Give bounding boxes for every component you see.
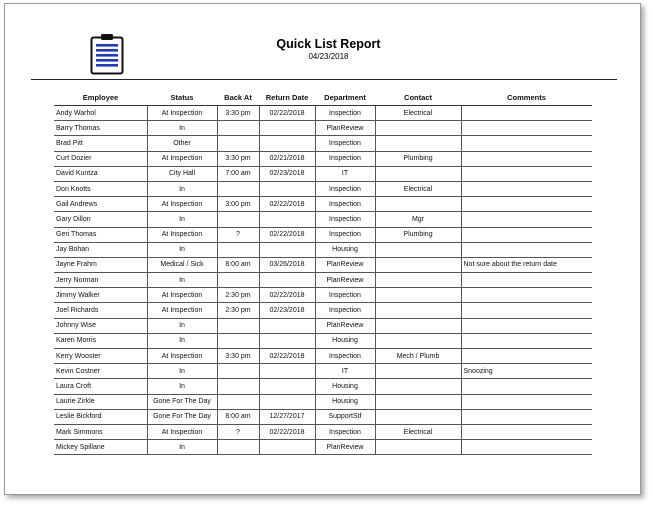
contact-cell xyxy=(375,197,461,212)
contact-cell xyxy=(375,288,461,303)
col-header-return-date: Return Date xyxy=(259,90,315,106)
return-date-cell xyxy=(259,212,315,227)
employee-cell: Karen Morris xyxy=(54,333,147,348)
back-at-cell: 3:30 pm xyxy=(217,106,259,121)
col-header-department: Department xyxy=(315,90,375,106)
contact-cell: Plumbing xyxy=(375,151,461,166)
comments-cell xyxy=(461,288,592,303)
status-cell: In xyxy=(147,379,217,394)
contact-cell xyxy=(375,364,461,379)
back-at-cell: 3:00 pm xyxy=(217,197,259,212)
return-date-cell: 03/26/2018 xyxy=(259,257,315,272)
return-date-cell xyxy=(259,273,315,288)
contact-cell xyxy=(375,166,461,181)
employee-cell: Curt Dozier xyxy=(54,151,147,166)
department-cell: Inspection xyxy=(315,136,375,151)
return-date-cell xyxy=(259,364,315,379)
comments-cell xyxy=(461,333,592,348)
back-at-cell xyxy=(217,318,259,333)
employee-cell: Brad Pitt xyxy=(54,136,147,151)
status-cell: In xyxy=(147,364,217,379)
col-header-employee: Employee xyxy=(54,90,147,106)
employee-cell: Geri Thomas xyxy=(54,227,147,242)
comments-cell xyxy=(461,303,592,318)
employee-cell: Johnny Wise xyxy=(54,318,147,333)
department-cell: Inspection xyxy=(315,197,375,212)
status-cell: City Hall xyxy=(147,166,217,181)
contact-cell xyxy=(375,394,461,409)
return-date-cell xyxy=(259,379,315,394)
comments-cell xyxy=(461,212,592,227)
comments-cell xyxy=(461,106,592,121)
employee-cell: Mickey Spillane xyxy=(54,440,147,455)
employee-cell: Mark Simmons xyxy=(54,424,147,439)
comments-cell xyxy=(461,424,592,439)
contact-cell xyxy=(375,409,461,424)
department-cell: PlanReview xyxy=(315,318,375,333)
table-header-row xyxy=(54,90,592,106)
back-at-cell xyxy=(217,242,259,257)
table-row xyxy=(54,151,592,166)
contact-cell: Electrical xyxy=(375,181,461,196)
department-cell: IT xyxy=(315,364,375,379)
contact-cell: Mgr xyxy=(375,212,461,227)
table-row xyxy=(54,318,592,333)
comments-cell: Not sure about the return date xyxy=(461,257,592,272)
status-cell: Medical / Sick xyxy=(147,257,217,272)
comments-cell xyxy=(461,121,592,136)
employee-cell: Andy Warhol xyxy=(54,106,147,121)
contact-cell xyxy=(375,273,461,288)
col-header-comments: Comments xyxy=(461,90,592,106)
table-row xyxy=(54,349,592,364)
back-at-cell xyxy=(217,273,259,288)
back-at-cell xyxy=(217,394,259,409)
back-at-cell xyxy=(217,136,259,151)
table-row xyxy=(54,364,592,379)
comments-cell xyxy=(461,166,592,181)
status-cell: In xyxy=(147,121,217,136)
employee-cell: Jimmy Walker xyxy=(54,288,147,303)
table-row xyxy=(54,379,592,394)
contact-cell: Electrical xyxy=(375,106,461,121)
comments-cell xyxy=(461,394,592,409)
table-row xyxy=(54,409,592,424)
employee-cell: Kerry Wooster xyxy=(54,349,147,364)
status-cell: Other xyxy=(147,136,217,151)
contact-cell xyxy=(375,257,461,272)
contact-cell: Mech / Plumb xyxy=(375,349,461,364)
back-at-cell: 3:30 pm xyxy=(217,151,259,166)
department-cell: IT xyxy=(315,166,375,181)
department-cell: Inspection xyxy=(315,181,375,196)
status-cell: At Inspection xyxy=(147,151,217,166)
comments-cell xyxy=(461,242,592,257)
back-at-cell xyxy=(217,121,259,136)
back-at-cell: 2:30 pm xyxy=(217,288,259,303)
back-at-cell xyxy=(217,440,259,455)
status-cell: In xyxy=(147,440,217,455)
status-cell: At Inspection xyxy=(147,197,217,212)
header-divider xyxy=(31,79,617,80)
return-date-cell: 02/23/2018 xyxy=(259,303,315,318)
comments-cell: Snoozing xyxy=(461,364,592,379)
back-at-cell: 3:30 pm xyxy=(217,349,259,364)
return-date-cell: 02/23/2018 xyxy=(259,166,315,181)
back-at-cell: 2:30 pm xyxy=(217,303,259,318)
status-cell: At Inspection xyxy=(147,106,217,121)
table-row xyxy=(54,424,592,439)
return-date-cell xyxy=(259,318,315,333)
table-row xyxy=(54,303,592,318)
table-row xyxy=(54,333,592,348)
comments-cell xyxy=(461,181,592,196)
back-at-cell: 7:00 am xyxy=(217,166,259,181)
contact-cell: Electrical xyxy=(375,424,461,439)
comments-cell xyxy=(461,318,592,333)
department-cell: Housing xyxy=(315,333,375,348)
contact-cell xyxy=(375,121,461,136)
table-row xyxy=(54,212,592,227)
return-date-cell xyxy=(259,242,315,257)
status-cell: In xyxy=(147,242,217,257)
status-cell: Gone For The Day xyxy=(147,409,217,424)
back-at-cell xyxy=(217,379,259,394)
status-cell: At Inspection xyxy=(147,424,217,439)
department-cell: PlanReview xyxy=(315,440,375,455)
status-cell: In xyxy=(147,318,217,333)
back-at-cell xyxy=(217,212,259,227)
status-cell: At Inspection xyxy=(147,303,217,318)
back-at-cell xyxy=(217,181,259,196)
return-date-cell: 02/22/2018 xyxy=(259,106,315,121)
report-date: 04/23/2018 xyxy=(308,52,349,61)
report-title: Quick List Report xyxy=(276,37,381,51)
department-cell: Housing xyxy=(315,242,375,257)
table-row xyxy=(54,257,592,272)
back-at-cell: 8:00 am xyxy=(217,257,259,272)
employee-cell: Jayne Frahm xyxy=(54,257,147,272)
employee-cell: Kevin Costner xyxy=(54,364,147,379)
contact-cell xyxy=(375,440,461,455)
status-cell: In xyxy=(147,212,217,227)
comments-cell xyxy=(461,151,592,166)
employee-cell: Joel Richards xyxy=(54,303,147,318)
table-row xyxy=(54,273,592,288)
employee-cell: David Kuntza xyxy=(54,166,147,181)
employee-cell: Jay Bohan xyxy=(54,242,147,257)
department-cell: Inspection xyxy=(315,349,375,364)
department-cell: Inspection xyxy=(315,303,375,318)
department-cell: SupportStf xyxy=(315,409,375,424)
return-date-cell: 02/22/2018 xyxy=(259,424,315,439)
department-cell: Housing xyxy=(315,379,375,394)
table-row xyxy=(54,227,592,242)
table-row xyxy=(54,242,592,257)
return-date-cell xyxy=(259,333,315,348)
col-header-contact: Contact xyxy=(375,90,461,106)
comments-cell xyxy=(461,227,592,242)
back-at-cell xyxy=(217,364,259,379)
department-cell: Inspection xyxy=(315,288,375,303)
employee-cell: Jerry Norman xyxy=(54,273,147,288)
status-cell: At Inspection xyxy=(147,227,217,242)
employee-cell: Leslie Bickford xyxy=(54,409,147,424)
department-cell: Inspection xyxy=(315,424,375,439)
employee-cell: Barry Thomas xyxy=(54,121,147,136)
return-date-cell xyxy=(259,121,315,136)
status-cell: At Inspection xyxy=(147,288,217,303)
status-cell: In xyxy=(147,181,217,196)
department-cell: PlanReview xyxy=(315,121,375,136)
employee-cell: Gary Dillon xyxy=(54,212,147,227)
table-row xyxy=(54,181,592,196)
department-cell: PlanReview xyxy=(315,273,375,288)
department-cell: Inspection xyxy=(315,227,375,242)
table-row xyxy=(54,440,592,455)
back-at-cell: ? xyxy=(217,424,259,439)
contact-cell xyxy=(375,136,461,151)
return-date-cell: 02/22/2018 xyxy=(259,227,315,242)
table-row xyxy=(54,106,592,121)
col-header-status: Status xyxy=(147,90,217,106)
back-at-cell xyxy=(217,333,259,348)
employee-cell: Laurie Zirkle xyxy=(54,394,147,409)
status-cell: In xyxy=(147,273,217,288)
return-date-cell: 02/22/2018 xyxy=(259,349,315,364)
back-at-cell: ? xyxy=(217,227,259,242)
comments-cell xyxy=(461,349,592,364)
table-row xyxy=(54,136,592,151)
comments-cell xyxy=(461,136,592,151)
return-date-cell: 02/21/2018 xyxy=(259,151,315,166)
comments-cell xyxy=(461,197,592,212)
contact-cell xyxy=(375,318,461,333)
table-row xyxy=(54,166,592,181)
employee-cell: Laura Croft xyxy=(54,379,147,394)
contact-cell: Plumbing xyxy=(375,227,461,242)
return-date-cell xyxy=(259,394,315,409)
status-cell: At Inspection xyxy=(147,349,217,364)
comments-cell xyxy=(461,273,592,288)
contact-cell xyxy=(375,379,461,394)
return-date-cell: 02/22/2018 xyxy=(259,197,315,212)
status-cell: Gone For The Day xyxy=(147,394,217,409)
contact-cell xyxy=(375,303,461,318)
col-header-back-at: Back At xyxy=(217,90,259,106)
employee-cell: Don Knotts xyxy=(54,181,147,196)
comments-cell xyxy=(461,440,592,455)
table-row xyxy=(54,288,592,303)
return-date-cell xyxy=(259,181,315,196)
comments-cell xyxy=(461,409,592,424)
department-cell: Housing xyxy=(315,394,375,409)
return-date-cell: 12/27/2017 xyxy=(259,409,315,424)
department-cell: PlanReview xyxy=(315,257,375,272)
return-date-cell: 02/22/2018 xyxy=(259,288,315,303)
employee-cell: Gail Andrews xyxy=(54,197,147,212)
comments-cell xyxy=(461,379,592,394)
contact-cell xyxy=(375,333,461,348)
contact-cell xyxy=(375,242,461,257)
back-at-cell: 8:00 am xyxy=(217,409,259,424)
department-cell: Inspection xyxy=(315,151,375,166)
report-page xyxy=(4,3,641,495)
employee-table xyxy=(54,90,592,455)
table-row xyxy=(54,121,592,136)
status-cell: In xyxy=(147,333,217,348)
table-row xyxy=(54,394,592,409)
return-date-cell xyxy=(259,440,315,455)
department-cell: Inspection xyxy=(315,212,375,227)
table-row xyxy=(54,197,592,212)
department-cell: Inspection xyxy=(315,106,375,121)
return-date-cell xyxy=(259,136,315,151)
